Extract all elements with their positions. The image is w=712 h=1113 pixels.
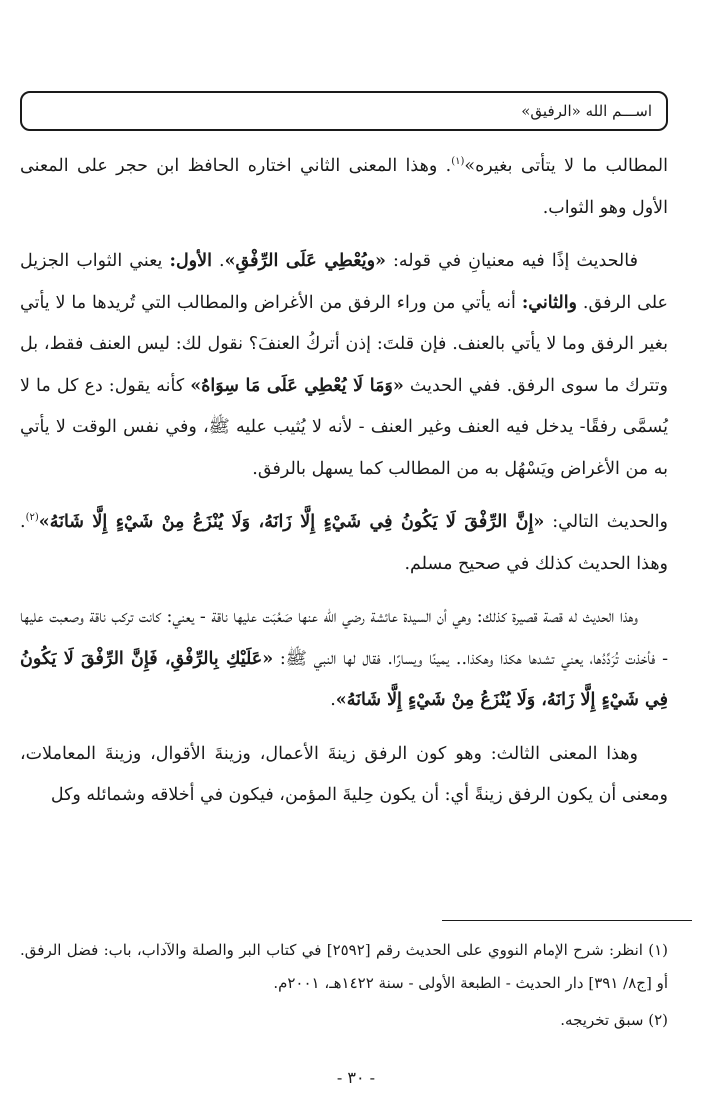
- paragraph-text: فالحديث إذًا فيه معنيانِ في قوله:: [385, 251, 638, 271]
- paragraph-story: [20, 597, 668, 722]
- hadith-quote: «ويُعْطِي عَلَى الرِّفْقِ»: [224, 251, 386, 271]
- footnote-2: (٢) سبق تخريجه.: [560, 1011, 668, 1029]
- paragraph-next-hadith: [20, 502, 668, 585]
- paragraph-text: وهذا المعنى الثالث: وهو كون الرفق زينةَ الأعمال، وزينةَ الأقوال، وزينةَ المعاملات، ومعنى أن يكون الرفق زينةً أي: أن يكون حِليةَ المؤمن، فيكون في أخلاقه وشمائله وكل: [20, 743, 668, 805]
- paragraph-text: وهذا الحديث له قصة قصيرة كذلك: وهي أن السيدة عائشة رضي الله عنها صَعُبَت عليها ناقة - يعني: كانت تركب ناقة وصعبت عليها - فأخذت تُرَدِّدُها، يعني تشدها هكذا وهكذا.. يمينًا ويسارًا. فقال لها النبي ﷺ:: [20, 607, 668, 669]
- main-text: [20, 146, 668, 829]
- paragraph-third-meaning: [20, 734, 668, 817]
- paragraph-two-meanings: [20, 241, 668, 490]
- paragraph-text: أنه يأتي من وراء الرفق من الأغراض والمطالب التي تُريدها ما لا يأتي بغير الرفق وما لا يأتي بالعنف. فإن قلتَ: إذن أتركُ العنفَ؟ نقول لك: ليس العنف فقط، بل وتترك ما سوى الرفق. ففي الحديث: [20, 292, 668, 396]
- footnote-1: (١) انظر: شرح الإمام النووي على الحديث رقم [٢٥٩٢] في كتاب البر والصلة والآداب، باب: فضل الرفق. أو [ج٨/ ٣٩١] دار الحديث - الطبعة الأولى - سنة ١٤٢٢هـ، ٢٠٠١م.: [20, 941, 668, 992]
- paragraph-text: . وهذا الحديث كذلك في صحيح مسلم.: [20, 512, 668, 574]
- keyword-second: والثاني:: [521, 292, 578, 313]
- paragraph-text: والحديث التالي:: [544, 512, 668, 532]
- footnote-separator: [442, 920, 692, 921]
- footnote-reference-1[interactable]: (١): [451, 156, 465, 168]
- footnote-reference-2[interactable]: (٢): [25, 512, 39, 524]
- page-number: - ٣٠ -: [336, 1068, 376, 1087]
- running-header-frame: [20, 91, 668, 131]
- paragraph-text: يعني الثواب الجزيل على الرفق.: [20, 251, 669, 313]
- paragraph-text: .: [330, 690, 336, 710]
- paragraph-text: كأنه يقول: دع كل ما لا يُسمَّى رفقًا- يدخل فيه العنف وغير العنف - لأنه لا يُثيب عليه ﷺ، وفي نفس الوقت لا يأتي به من الأغراض ويَسْهُل به من المطالب كما يسهل بالرفق.: [20, 375, 668, 479]
- footnotes: [20, 934, 668, 1041]
- keyword-first: الأول:: [169, 251, 212, 271]
- paragraph-continued: [20, 146, 668, 229]
- hadith-quote: «إِنَّ الرِّفْقَ لَا يَكُونُ فِي شَيْءٍ إِلَّا زَانَهُ، وَلَا يُنْزَعُ مِنْ شَيْءٍ إِلَّا شَانَهُ»: [38, 512, 545, 532]
- paragraph-text: . وهذا المعنى الثاني اختاره الحافظ ابن حجر على المعنى الأول وهو الثواب.: [20, 156, 668, 218]
- running-header-title: اســـم الله «الرفيق»: [521, 102, 652, 120]
- paragraph-text: .: [211, 251, 225, 271]
- paragraph-text: المطالب ما لا يتأتى بغيره»: [464, 156, 668, 176]
- hadith-quote: «وَمَا لَا يُعْطِي عَلَى مَا سِوَاهُ»: [190, 375, 404, 396]
- hadith-quote: «عَلَيْكِ بِالرِّفْقِ، فَإِنَّ الرِّفْقَ لَا يَكُونُ فِي شَيْءٍ إِلَّا زَانَهُ، وَلَا يُنْزَعُ مِنْ شَيْءٍ إِلَّا شَانَهُ»: [20, 648, 668, 710]
